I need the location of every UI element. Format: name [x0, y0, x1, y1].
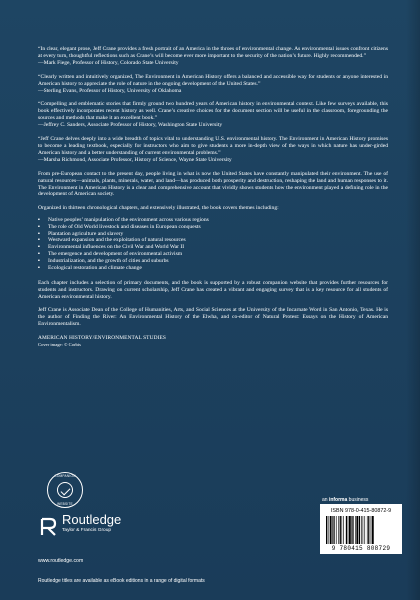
routledge-logo-icon — [40, 517, 58, 537]
quote-text: “Jeff Crane delves deeply into a wide breadth of topics vital to understanding U.S. environmental history. The Environment in American History promises to become a leading textbook, especially for instructors who aim to give students a more in-depth view of the ways in which nature has under-girded American history and a better understanding of current environmental problems.” — [38, 136, 388, 156]
theme-item: ▪ Plantation agriculture and slavery — [38, 231, 388, 238]
subject-category: AMERICAN HISTORY/ENVIRONMENTAL STUDIES — [38, 334, 166, 341]
ebook-note: Routledge titles are available as eBook editions in a range of digital formats — [38, 578, 205, 584]
description-paragraph: From pre-European contact to the present day, people living in what is now the United States have constantly manipulated their environment. The use of natural resources—animals, plants, minerals, water, and land—has produced both prosperity and destruction, reshaping the land and human responses to it. The Environment in American History is a clear and comprehensive account that vividly shows students how the environment played a defining role in the development of American society. — [38, 170, 388, 198]
badge-top-text: COMPANION — [54, 474, 76, 478]
quote-attribution: —Mark Fiege, Professor of History, Colorado State University — [38, 59, 179, 66]
theme-item: ▪ The emergence and development of environmental activism — [38, 251, 388, 258]
companion-website-badge — [47, 472, 83, 508]
publisher-tagline: Taylor & Francis Group — [62, 528, 112, 533]
quote-text: “Compelling and emblematic stories that firmly ground two hundred years of American history in environmental context. Like few surveys available, this book effectively incorporates recent history as well. Crane’s creative choices for the document section will be useful in the classroom, foregrounding the sources and methods that make it an excellent book.” — [38, 101, 388, 122]
book-description — [38, 171, 388, 301]
cover-text — [38, 46, 388, 349]
barcode-icon — [326, 516, 396, 544]
barcode-digits: 9 780415 808729 — [331, 545, 391, 552]
publisher-website: www.routledge.com — [38, 558, 84, 564]
themes-list — [38, 217, 388, 272]
barcode-panel — [320, 504, 402, 554]
theme-item: ▪ The role of Old World livestock and diseases in European conquests — [38, 224, 388, 231]
business-prefix: an — [322, 497, 329, 503]
quote-text: “Clearly written and intuitively organized, The Environment in American History offers a balanced and accessible way for students or anyone interested in American history to appreciate the role of nature in the ongoing development of the United States.” — [38, 73, 388, 87]
theme-item: ▪ Native peoples’ manipulation of the environment across various regions — [38, 217, 388, 224]
theme-item: ▪ Environmental influences on the Civil War and World War II — [38, 244, 388, 251]
quote-text: “In clear, elegant prose, Jeff Crane provides a fresh portrait of an America in the throes of environmental change. As environmental issues confront citizens at every turn, thoughtful reflections such as Crane’s will become ever more important to the security of the nation’s future. Highly recommended.” — [38, 46, 388, 59]
theme-item: ▪ Ecological restoration and climate change — [38, 265, 388, 272]
spine-shade — [406, 0, 420, 600]
review-quote-4 — [38, 136, 388, 164]
description-paragraph: Each chapter includes a selection of primary documents, and the book is supported by a robust companion website that provides further resources for students and instructors. Drawing on current scholarship, Jeff Crane has created a vibrant and engaging survey that is a key resource for all students of American environmental history. — [38, 279, 388, 300]
review-quote-1 — [38, 46, 388, 67]
quote-attribution: —Jeffrey C. Sanders, Associate Professor of History, Washington State University — [38, 122, 223, 129]
publisher-name: Routledge — [62, 512, 122, 527]
quote-attribution: —Sterling Evans, Professor of History, University of Oklahoma — [38, 87, 182, 94]
isbn-number: ISBN 978-0-415-80872-9 — [330, 508, 392, 514]
business-brand: informa — [328, 497, 348, 503]
checkmark-icon — [57, 482, 73, 498]
theme-item: ▪ Westward expansion and the exploitation of natural resources — [38, 237, 388, 244]
business-suffix: business — [347, 497, 369, 503]
badge-bottom-text: WEBSITE — [57, 502, 73, 506]
review-quote-3 — [38, 101, 388, 129]
author-bio — [38, 307, 388, 328]
quote-attribution: —Marsha Richmond, Associate Professor, History of Science, Wayne State University — [38, 156, 232, 163]
theme-item: ▪ Industrialization, and the growth of cities and suburbs — [38, 258, 388, 265]
informa-business-label — [322, 497, 402, 503]
cover-image-credit: Cover image: © Corbis — [38, 341, 81, 347]
review-quote-2 — [38, 74, 388, 95]
author-bio-text: Jeff Crane is Associate Dean of the College of Humanities, Arts, and Social Sciences at the University of the Incarnate Word in San Antonio, Texas. He is the author of Finding the River: An Environmental History of the Elwha, and co-editor of Natural Protest: Essays on the History of American Environmentalism. — [38, 307, 388, 327]
description-paragraph: Organized in thirteen chronological chapters, and extensively illustrated, the book covers themes including: — [38, 204, 279, 211]
